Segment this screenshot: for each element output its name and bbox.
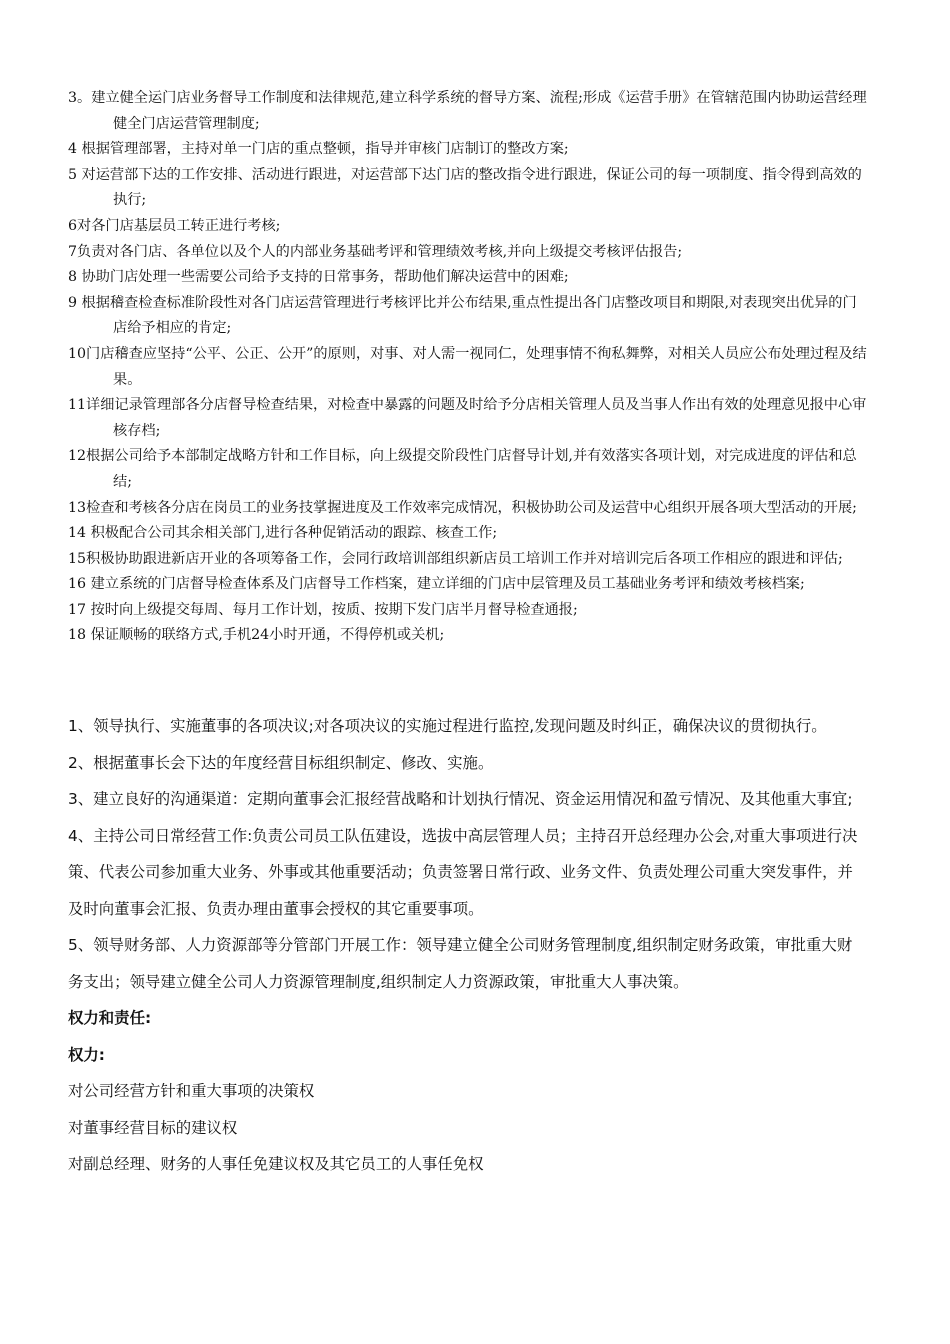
list-item: 11详细记录管理部各分店督导检查结果，对检查中暴露的问题及时给予分店相关管理人员及当事人作出有效的处理意见报中心审核存档;: [68, 397, 867, 439]
gm-duty-paragraph: 2、根据董事长会下达的年度经营目标组织制定、修改、实施。: [68, 753, 494, 772]
list-item: 16 建立系统的门店督导检查体系及门店督导工作档案，建立详细的门店中层管理及员工基础业务考评和绩效考核档案;: [68, 576, 805, 593]
list-item: 9 根据稽查检查标准阶段性对各门店运营管理进行考核评比并公布结果,重点性提出各门店整改项目和期限,对表现突出优异的门店给予相应的肯定;: [68, 294, 857, 337]
list-item: 4 根据管理部署，主持对单一门店的重点整顿，指导并审核门店制订的整改方案;: [68, 141, 569, 158]
list-item: 10门店稽查应坚持“公平、公正、公开”的原则，对事、对人需一视同仁，处理事情不徇私舞弊，对相关人员应公布处理过程及结果。: [68, 345, 867, 388]
duties-list: [68, 86, 868, 649]
gm-duty-paragraph: 3、建立良好的沟通渠道：定期向董事会汇报经营战略和计划执行情况、资金运用情况和盈亏情况、及其他重大事宜;: [68, 790, 853, 808]
gm-duty-paragraph: 1、领导执行、实施董事的各项决议;对各项决议的实施过程进行监控,发现问题及时纠正，确保决议的贯彻执行。: [68, 717, 827, 735]
list-item: 15积极协助跟进新店开业的各项筹备工作，会同行政培训部组织新店员工培训工作并对培训完后各项工作相应的跟进和评估;: [68, 550, 843, 567]
list-item: 13检查和考核各分店在岗员工的业务技掌握进度及工作效率完成情况，积极协助公司及运营中心组织开展各项大型活动的开展;: [68, 499, 857, 516]
gm-duty-paragraph: 4、主持公司日常经营工作:负责公司员工队伍建设，选拔中高层管理人员；主持召开总经理办公会,对重大事项进行决策、代表公司参加重大业务、外事或其他重要活动；负责签署日常行政、业务文件、负责处理公司重大突发事件，并及时向董事会汇报、负责办理由董事会授权的其它重要事项。: [68, 826, 858, 918]
list-item: 7负责对各门店、各单位以及个人的内部业务基础考评和管理绩效考核,并向上级提交考核评估报告;: [68, 243, 683, 260]
list-item: 18 保证顺畅的联络方式,手机24小时开通，不得停机或关机;: [68, 627, 445, 644]
list-item: 12根据公司给予本部制定战略方针和工作目标，向上级提交阶段性门店督导计划,并有效落实各项计划，对完成进度的评估和总结;: [68, 448, 857, 490]
list-item: 3。建立健全运门店业务督导工作制度和法律规范,建立科学系统的督导方案、流程;形成《运营手册》在管辖范围内协助运营经理健全门店运营管理制度;: [68, 90, 867, 132]
list-item: 6对各门店基层员工转正进行考核;: [68, 217, 281, 234]
power-item: 对副总经理、财务的人事任免建议权及其它员工的人事任免权: [68, 1155, 484, 1173]
list-item: 17 按时向上级提交每周、每月工作计划，按质、按期下发门店半月督导检查通报;: [68, 601, 578, 618]
power-item: 对董事经营目标的建议权: [68, 1118, 238, 1137]
gm-duty-paragraph: 5、领导财务部、人力资源部等分管部门开展工作：领导建立健全公司财务管理制度,组织制定财务政策，审批重大财务支出；领导建立健全公司人力资源管理制度,组织制定人力资源政策，审批重大人事决策。: [68, 936, 853, 991]
list-item: 5 对运营部下达的工作安排、活动进行跟进，对运营部下达门店的整改指令进行跟进，保证公司的每一项制度、指令得到高效的执行;: [68, 166, 862, 209]
section-heading-power-responsibility: 权力和责任:: [68, 1009, 152, 1027]
power-item: 对公司经营方针和重大事项的决策权: [68, 1082, 315, 1100]
gm-duties-section: [68, 708, 863, 1183]
list-item: 8 协助门店处理一些需要公司给予支持的日常事务，帮助他们解决运营中的困难;: [68, 269, 569, 286]
section-heading-power: 权力:: [68, 1045, 105, 1064]
list-item: 14 积极配合公司其余相关部门,进行各种促销活动的跟踪、核查工作;: [68, 525, 498, 542]
